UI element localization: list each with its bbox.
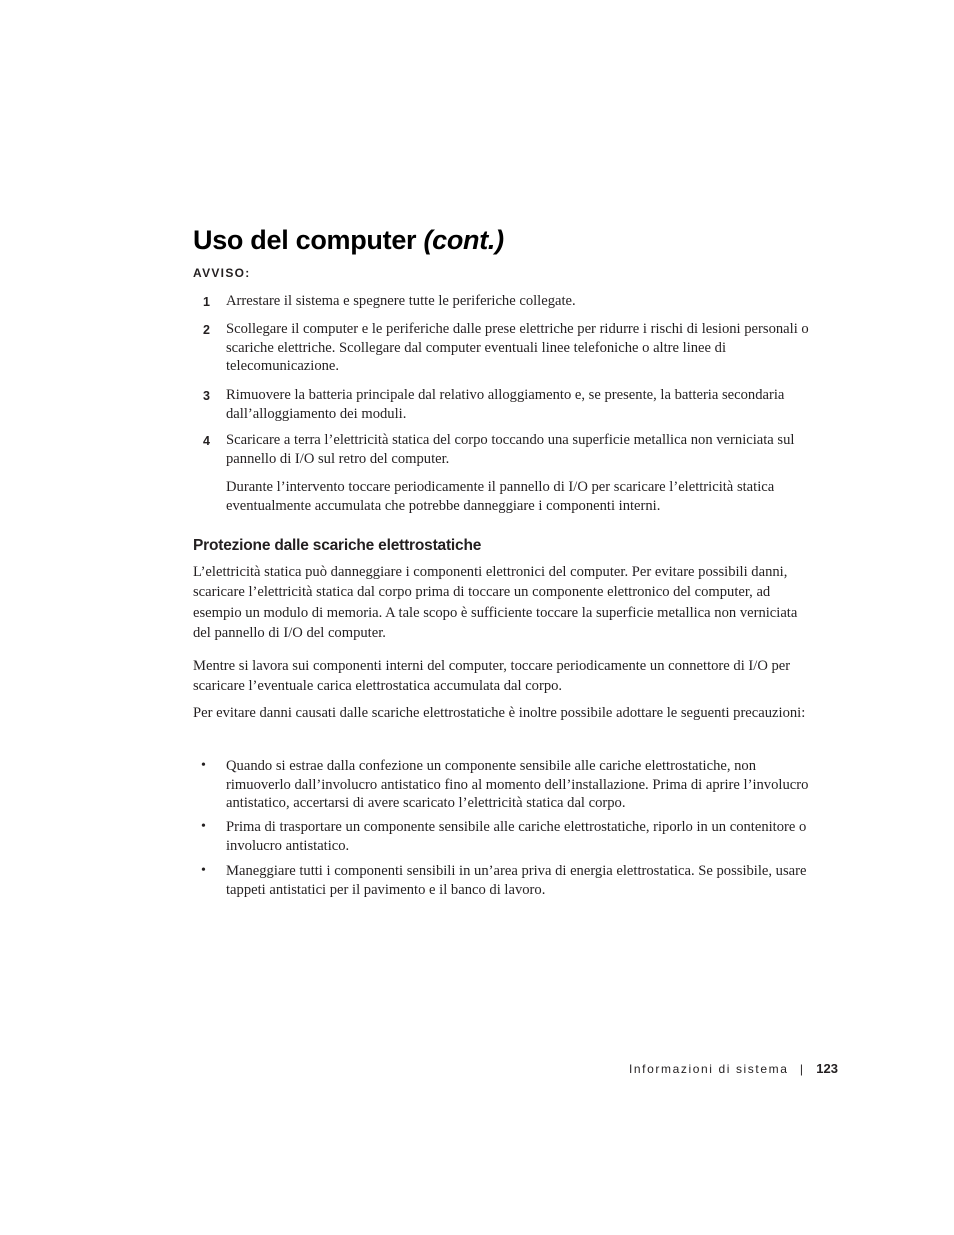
step-note: Durante l’intervento toccare periodicamente il pannello di I/O per scaricare l’elettricità statica eventualmente accumulata che potrebbe danneggiare i componenti interni. [226,479,775,514]
step-number: 1 [203,295,210,309]
bullet-text: Quando si estrae dalla confezione un componente sensibile alle cariche elettrostatiche, non rimuoverlo dall’involucro antistatico fino al momento dell’installazione. Prima di aprire l’involucro antistatico, accertarsi di avere scaricato l’elettricità statica dal corpo. [226,758,809,811]
step-text: Rimuovere la batteria principale dal relativo alloggiamento e, se presente, la batteria secondaria dall’alloggiamento dei moduli. [226,387,785,422]
bullet-icon: • [201,863,206,878]
page-title-text: Uso del computer [193,225,417,255]
body-paragraph: Mentre si lavora sui componenti interni del computer, toccare periodicamente un connettore di I/O per scaricare l’eventuale carica elettrostatica accumulata dal corpo. [193,658,791,695]
body-paragraph: L’elettricità statica può danneggiare i componenti elettronici del computer. Per evitare possibili danni, scaricare l’elettricità statica dal corpo prima di toccare un componente elettronico del computer, ad esempio un modulo di memoria. A tale scopo è sufficiente toccare la superficie metallica non verniciata del pannello di I/O del computer. [193,564,798,641]
footer-section-name: Informazioni di sistema [628,1062,789,1076]
section-heading: Protezione dalle scariche elettrostatiche [193,537,482,554]
bullet-icon: • [201,819,206,834]
step-text: Arrestare il sistema e spegnere tutte le periferiche collegate. [226,293,576,309]
step-item [203,320,816,376]
step-number: 3 [203,389,210,403]
step-text: Scollegare il computer e le periferiche dalle prese elettriche per ridurre i rischi di lesioni personali o scariche elettriche. Scollegare dal computer eventuali linee telefoniche o altre linee di telecomunicazione. [226,321,809,374]
step-number: 4 [203,434,210,448]
step-number: 2 [203,323,210,337]
step-item [203,292,816,311]
page-footer [560,1061,838,1077]
bullet-text: Maneggiare tutti i componenti sensibili in un’area priva di energia elettrostatica. Se possibile, usare tappeti antistatici per il pavimento e il banco di lavoro. [226,863,807,898]
bullet-item [201,862,816,899]
bullet-item [201,818,816,855]
page-title-suffix: (cont.) [423,225,504,255]
footer-separator: | [799,1062,803,1076]
page-title [193,222,504,258]
step-item [203,386,816,423]
warning-label: AVVISO: [193,266,251,280]
step-text: Scaricare a terra l’elettricità statica del corpo toccando una superficie metallica non verniciata sul pannello di I/O sul retro del computer. [226,432,795,467]
page-number: 123 [816,1061,838,1076]
bullet-text: Prima di trasportare un componente sensibile alle cariche elettrostatiche, riporlo in un contenitore o involucro antistatico. [226,819,807,854]
step-item [203,431,816,468]
bullet-item [201,757,816,813]
body-paragraph: Per evitare danni causati dalle scariche elettrostatiche è inoltre possibile adottare le seguenti precauzioni: [193,705,806,721]
bullet-icon: • [201,758,206,773]
